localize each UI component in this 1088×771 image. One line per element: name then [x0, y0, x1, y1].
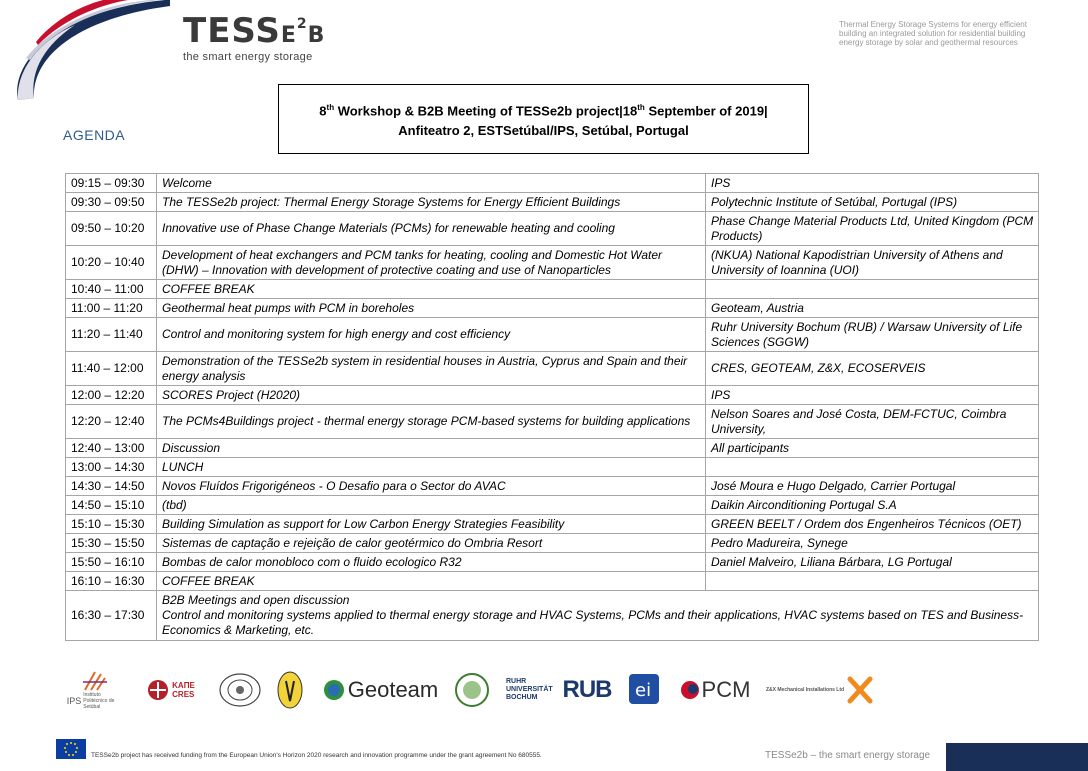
- funding-statement: TESSe2b project has received funding from the European Union's Horizon 2020 research and innovation programme under the grant agreement No 680555.: [91, 752, 542, 759]
- ei-logo: [625, 668, 663, 712]
- university-seal-icon: [219, 673, 261, 707]
- zx-label: Z&X Mechanical Installations Ltd: [766, 687, 845, 693]
- title-part-b: September of 2019|: [644, 103, 768, 119]
- svg-text:ei: ei: [635, 680, 652, 701]
- seal-logo: [215, 668, 265, 712]
- row-time: 11:40 – 12:00: [66, 352, 157, 386]
- title-ordinal: 8: [319, 103, 327, 119]
- brand-name-e: E: [280, 23, 297, 48]
- geoteam-mark-icon: [323, 679, 345, 701]
- row-speaker: José Moura e Hugo Delgado, Carrier Portugal: [706, 477, 1039, 496]
- row-time: 11:00 – 11:20: [66, 299, 157, 318]
- partner-logos: [60, 668, 880, 712]
- agenda-table: [65, 173, 1039, 641]
- row-speaker: Nelson Soares and José Costa, DEM-FCTUC, Coimbra University,: [706, 405, 1039, 439]
- footer-tagline: TESSe2b – the smart energy storage: [765, 750, 931, 761]
- row-speaker: IPS: [706, 174, 1039, 193]
- row-topic: Geothermal heat pumps with PCM in boreholes: [157, 299, 706, 318]
- row-topic: SCORES Project (H2020): [157, 386, 706, 405]
- row-speaker: Daikin Airconditioning Portugal S.A: [706, 496, 1039, 515]
- table-row: [66, 193, 1039, 212]
- ips-mark-icon: [81, 670, 109, 692]
- row-topic: LUNCH: [157, 458, 706, 477]
- brand-tagline: the smart energy storage: [183, 51, 313, 63]
- row-speaker: Daniel Malveiro, Liliana Bárbara, LG Portugal: [706, 553, 1039, 572]
- cres-label: CRES: [172, 690, 195, 699]
- row-time: 10:40 – 11:00: [66, 280, 157, 299]
- row-speaker: Phase Change Material Products Ltd, United Kingdom (PCM Products): [706, 212, 1039, 246]
- title-ordinal-suffix: th: [326, 103, 335, 113]
- table-row: [66, 386, 1039, 405]
- table-row: [66, 553, 1039, 572]
- row-topic-final: [157, 591, 1039, 641]
- row-time: 13:00 – 14:30: [66, 458, 157, 477]
- green-seal-logo: [452, 668, 492, 712]
- row-speaker: All participants: [706, 439, 1039, 458]
- cres-mark-icon: [147, 679, 169, 701]
- project-description: Thermal Energy Storage Systems for energy efficient building an integrated solution for residential building energy storage by solar and geothermal resources: [839, 20, 1027, 47]
- row-topic: Sistemas de captação e rejeição de calor geotérmico do Ombria Resort: [157, 534, 706, 553]
- brand-name-sup: 2: [296, 16, 308, 32]
- event-title-box: [278, 84, 809, 154]
- ips-sub: Instituto Politécnico de Setúbal: [83, 692, 115, 710]
- row-topic: Development of heat exchangers and PCM tanks for heating, cooling and Domestic Hot Water (DHW) – Innovation with development of protective coating and use of Nanoparticles: [157, 246, 706, 280]
- row-time: 12:40 – 13:00: [66, 439, 157, 458]
- ruhr-uni-label: RUHR UNIVERSITÄT BOCHUM: [506, 678, 553, 701]
- cres-logo: [140, 668, 202, 712]
- cres-text: [172, 681, 195, 699]
- table-row: [66, 405, 1039, 439]
- zx-mark-icon: [846, 675, 874, 705]
- row-time: 14:50 – 15:10: [66, 496, 157, 515]
- row-time: 09:30 – 09:50: [66, 193, 157, 212]
- brand-name-b: B: [307, 23, 326, 48]
- owl-emblem-icon: [277, 671, 303, 709]
- table-row: [66, 299, 1039, 318]
- row-topic: COFFEE BREAK: [157, 572, 706, 591]
- table-row-final: [66, 591, 1039, 641]
- row-topic: (tbd): [157, 496, 706, 515]
- table-row: [66, 572, 1039, 591]
- row-topic: Demonstration of the TESSe2b system in residential houses in Austria, Cyprus and Spain and their energy analysis: [157, 352, 706, 386]
- row-time: 09:50 – 10:20: [66, 212, 157, 246]
- row-topic: Control and monitoring system for high energy and cost efficiency: [157, 318, 706, 352]
- row-topic: Bombas de calor monobloco com o fluido ecologico R32: [157, 553, 706, 572]
- owl-logo: [275, 668, 305, 712]
- table-row: [66, 534, 1039, 553]
- row-speaker: IPS: [706, 386, 1039, 405]
- final-row-line2: Control and monitoring systems applied to thermal energy storage and HVAC Systems, PCMs and their applications, HVAC systems based on TES and Business-Economics & Marketing, etc.: [162, 608, 1024, 637]
- final-row-line1: B2B Meetings and open discussion: [162, 593, 350, 607]
- row-speaker: Ruhr University Bochum (RUB) / Warsaw University of Life Sciences (SGGW): [706, 318, 1039, 352]
- row-topic: Welcome: [157, 174, 706, 193]
- row-time: 15:10 – 15:30: [66, 515, 157, 534]
- row-speaker: CRES, GEOTEAM, Z&X, ECOSERVEIS: [706, 352, 1039, 386]
- swoosh-logo: [0, 0, 170, 110]
- row-time: 16:30 – 17:30: [66, 591, 157, 641]
- row-speaker: Pedro Madureira, Synege: [706, 534, 1039, 553]
- table-row: [66, 477, 1039, 496]
- brand-name-main: TESS: [183, 11, 281, 51]
- pcm-label: PCM: [701, 677, 751, 702]
- row-topic: The PCMs4Buildings project - thermal energy storage PCM-based systems for building applications: [157, 405, 706, 439]
- event-title-line1: [319, 98, 767, 120]
- footer-bar: [946, 743, 1088, 771]
- row-time: 12:20 – 12:40: [66, 405, 157, 439]
- row-topic: Building Simulation as support for Low Carbon Energy Strategies Feasibility: [157, 515, 706, 534]
- row-time: 16:10 – 16:30: [66, 572, 157, 591]
- rub-logo: [558, 668, 616, 712]
- row-speaker: Geoteam, Austria: [706, 299, 1039, 318]
- row-topic: The TESSe2b project: Thermal Energy Storage Systems for Energy Efficient Buildings: [157, 193, 706, 212]
- row-time: 10:20 – 10:40: [66, 246, 157, 280]
- row-time: 14:30 – 14:50: [66, 477, 157, 496]
- table-row: [66, 246, 1039, 280]
- table-row: [66, 318, 1039, 352]
- row-time: 11:20 – 11:40: [66, 318, 157, 352]
- event-title-line2: Anfiteatro 2, ESTSetúbal/IPS, Setúbal, Portugal: [398, 122, 689, 138]
- table-row: [66, 280, 1039, 299]
- row-time: 09:15 – 09:30: [66, 174, 157, 193]
- row-time: 15:30 – 15:50: [66, 534, 157, 553]
- row-topic: Novos Fluídos Frigorigéneos - O Desafio para o Sector do AVAC: [157, 477, 706, 496]
- brand-logo: [183, 11, 326, 63]
- agenda-label: AGENDA: [63, 127, 126, 143]
- agenda-body: [66, 174, 1039, 641]
- cres-greek: ΚΑΠΕ: [172, 681, 195, 690]
- title-date-suffix: th: [637, 103, 645, 113]
- ips-label: IPS: [66, 696, 82, 706]
- row-topic: Innovative use of Phase Change Materials (PCMs) for renewable heating and cooling: [157, 212, 706, 246]
- ips-text: [67, 692, 124, 710]
- row-time: 12:00 – 12:20: [66, 386, 157, 405]
- table-row: [66, 439, 1039, 458]
- row-speaker: GREEN BEELT / Ordem dos Engenheiros Técnicos (OET): [706, 515, 1039, 534]
- rub-label: RUB: [562, 676, 612, 703]
- table-row: [66, 458, 1039, 477]
- green-seal-icon: [454, 672, 490, 708]
- table-row: [66, 496, 1039, 515]
- row-speaker: (NKUA) National Kapodistrian University of Athens and University of Ioannina (UOI): [706, 246, 1039, 280]
- eu-flag-icon: [56, 739, 86, 759]
- row-time: 15:50 – 16:10: [66, 553, 157, 572]
- zx-logo: [765, 668, 875, 712]
- row-speaker: [706, 572, 1039, 591]
- pcm-mark-icon: [680, 680, 700, 700]
- ips-logo: [60, 668, 130, 712]
- pcm-logo: [675, 668, 755, 712]
- ei-mark-icon: [628, 673, 660, 707]
- geoteam-label: Geoteam: [347, 677, 439, 702]
- table-row: [66, 515, 1039, 534]
- row-topic: Discussion: [157, 439, 706, 458]
- table-row: [66, 212, 1039, 246]
- title-part-a: Workshop & B2B Meeting of TESSe2b project|18: [334, 103, 638, 119]
- row-speaker: [706, 280, 1039, 299]
- table-row: [66, 352, 1039, 386]
- row-speaker: [706, 458, 1039, 477]
- table-row: [66, 174, 1039, 193]
- row-speaker: Polytechnic Institute of Setúbal, Portugal (IPS): [706, 193, 1039, 212]
- brand-name: [183, 11, 326, 51]
- geoteam-logo: [318, 668, 443, 712]
- row-topic: COFFEE BREAK: [157, 280, 706, 299]
- ruhr-uni-logo: [504, 668, 552, 712]
